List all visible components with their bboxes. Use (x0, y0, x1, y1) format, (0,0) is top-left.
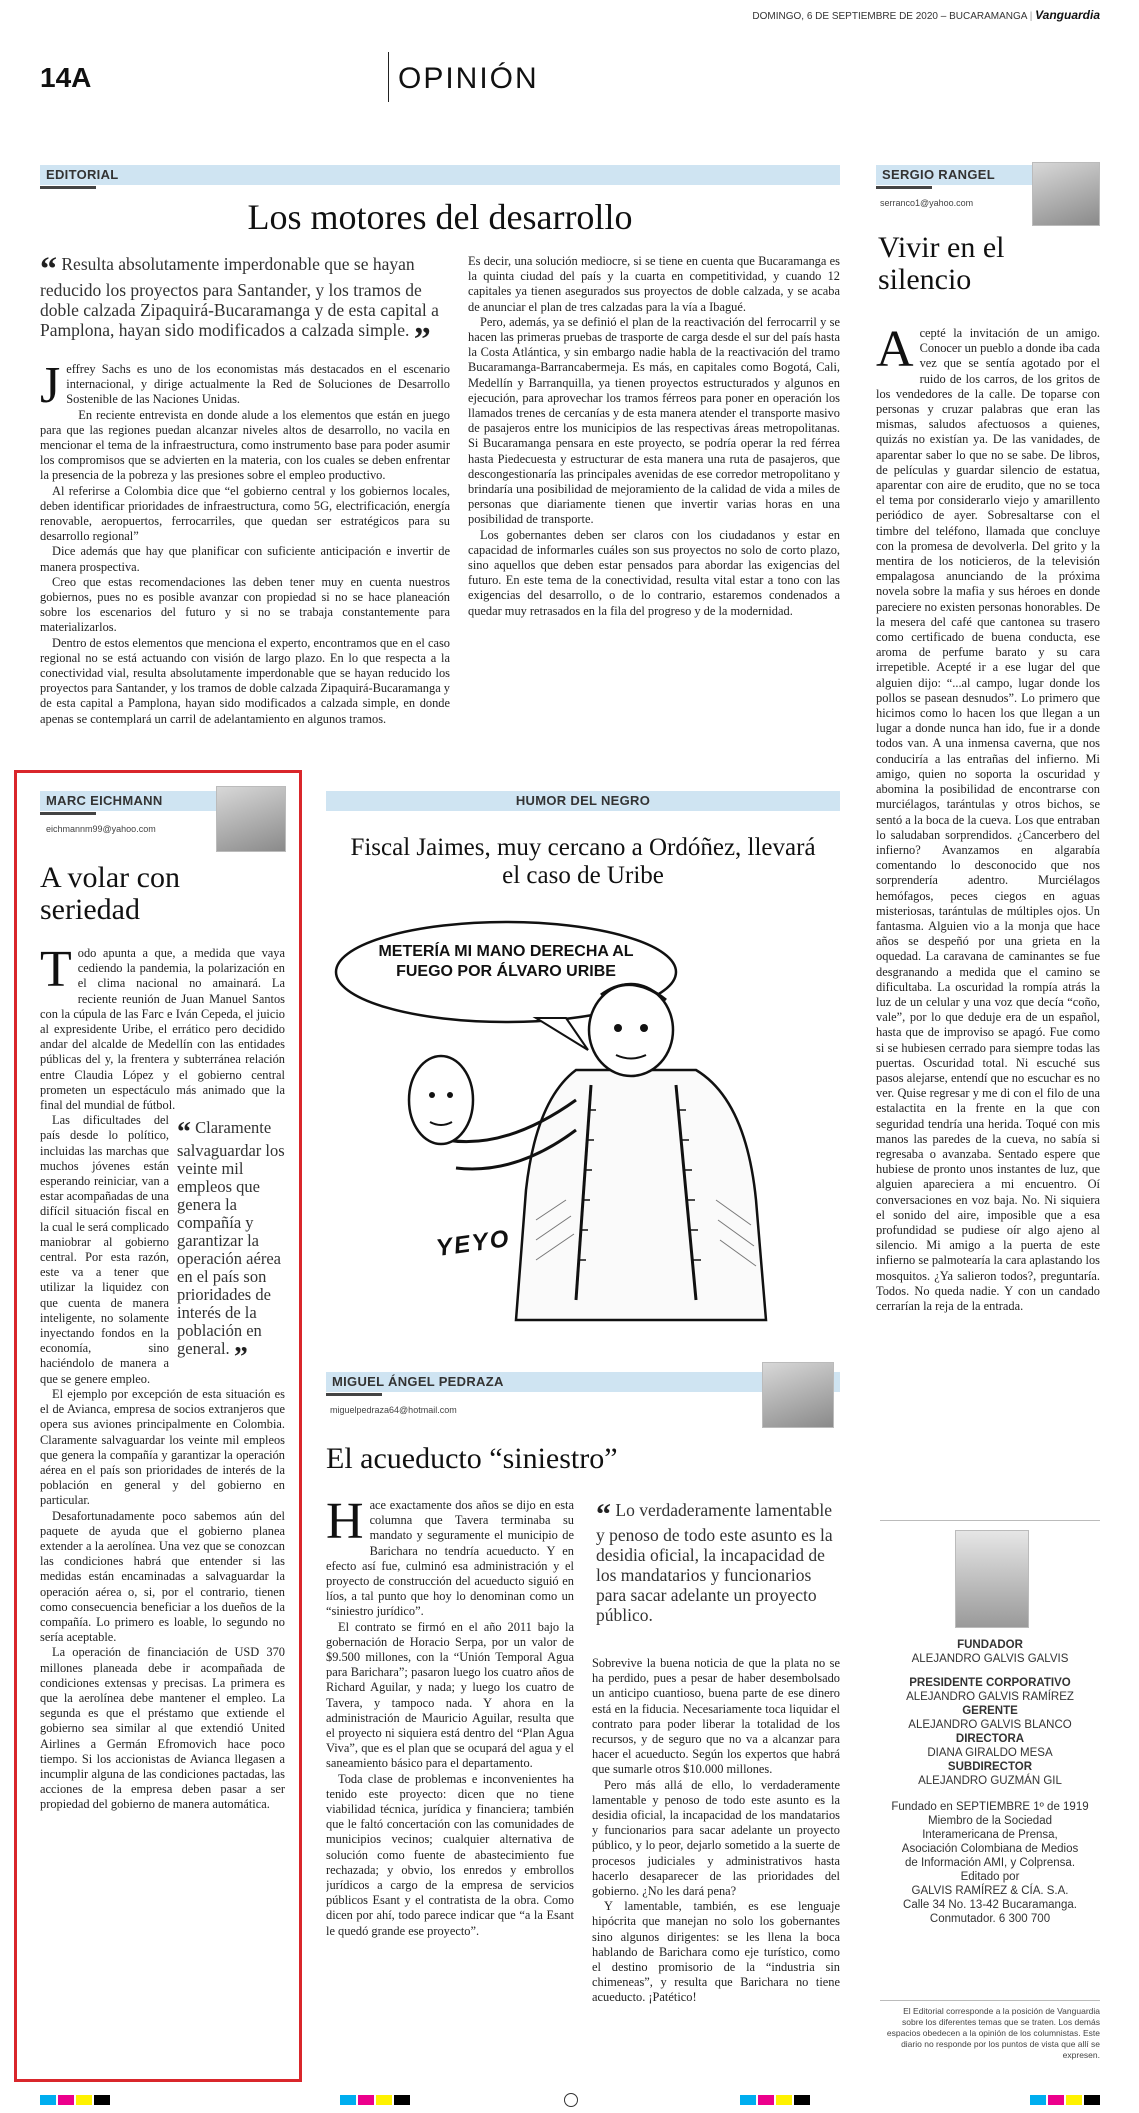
eichmann-pullquote (177, 1117, 285, 1374)
eichmann-photo (216, 786, 286, 852)
eichmann-paragraph: Las dificultades del país desde lo político, incluidas las marchas que muchos jóvenes están esperando reiniciar, van a estar acompañadas de una difícil situación fiscal en la cual le será complicado maniobrar al gobierno central. Por esta razón, este va a tener que utilizar la liquidez con que cuenta de manera inteligente, no solamente inyectando fondos en la economía, sino haciéndolo de manera a que se genere empleo. (40, 1113, 170, 1386)
humor-label: HUMOR DEL NEGRO (515, 793, 651, 808)
editorial-paragraph: Pero, además, ya se definió el plan de la reactivación del ferrocarril y se hacen las primeras pruebas de trasporte de carga desde el sur del país hasta la Costa Atlántica, y sin embargo nadie habla de la reactivación del tramo Bucaramanga-Barrancabermeja. Es más, en capitales como Bogotá, Cali, Medellín y Barranquilla, ya tienen proyectos estructurados y algunos en ejecución, para aprovechar los tramos férreos para poner en operación los llamados trenes de cercanías y de esta manera atender el transporte masivo de pasajeros entre los municipios de las respectivas áreas metropolitanas. Si Bucaramanga pensara en este proyecto, se podría operar la red férrea hasta Piedecuesta y estructurar de esta manera una ruta de pasajeros, que descongestionaría las principales avenidas de ese corredor metropolitano y brindaría una posibilidad de mejoramiento de la calidad de vida a miles de personas que diariamente tienen que invertir varias horas en una posibilidad de transporte. (468, 314, 840, 527)
cartoon (326, 900, 840, 1330)
editorial-paragraph: Al referirse a Colombia dice que “el gobierno central y los gobiernos locales, deben identificar prioridades de infraestructura, como 5G, electrificación, energía renovable, aeropuertos, ferrocarriles, que quedan ser estratégicos para su desarrollo regional” (40, 483, 450, 544)
masthead-info-line: de Información AMI, y Colprensa. (904, 1857, 1076, 1869)
reg-swatch (776, 2095, 792, 2105)
reg-swatch (1066, 2095, 1082, 2105)
rangel-email: serranco1@yahoo.com (880, 198, 974, 208)
humor-title: Fiscal Jaimes, muy cercano a Ordóñez, llevará el caso de Uribe (350, 834, 816, 889)
rangel-author-underline (876, 186, 932, 189)
pedraza-column-left (326, 1498, 574, 2064)
eichmann-pullquote-text: Claramente salvaguardar los veinte mil empleos que genera la compañía y garantizar la operación aérea en el país son prioridades de interés de la población en general. (177, 1118, 285, 1359)
rangel-paragraph: cepté la invitación de un amigo. Conocer un pueblo a donde iba cada vez que se sentía agotado por el ruido de los carros, de los gritos de los vendedores de la calle. De toparse con personas y cruzar palabras que eran las mismas, saludos afectuosos a quienes, quizás no existían ya. De las vanidades, de aparentar saber lo que no se sabe. De libros, de películas y guardar silencio de estatua, aparentar con aire de erudito, que no se toca el tema por considerarlo viejo y amarillento periódico de ayer. Sobresaltarse con el timbre del teléfono, llamada que concluye con la promesa de devolverla. Del grito y la mentira de los noticieros, de la televisión empalagosa anunciando de la próxima novela sobre la mafia y sus héroes en donde pareciere no existen personas honorables. De la mesera del café que cantonea su trasero como certificado de buena conducta, ese aroma de perfume barato y su cara irrepetible. Acepté ir a ese lugar del que alguien dijo: “...al campo, lugar donde los pollos se pasean desnudos”. Lo primero que hicimos como lo hacen los que llegan a un lugar a donde nunca han ido, fue ir a donde todos van. A una inmensa caverna, que nos conduciría a las entrañas del infierno. Mi amigo, quien no soporta la oscuridad y abomina la posibilidad de encontrarse con murciélagos, tarántulas y otros bichos, se sentó a la boca de la cueva. Los que entraban lo saludaban sorprendidos. ¿Cancerbero del infierno? Avanzamos en algarabía comentando lo desconocido que nos sorprendería adentro. Murciélagos hemófagos, peces ciegos en aguas misteriosas, tarántulas de múltiples ojos. Un fantasma. Alguien vio a la monja que hace años se despeñó por una grieta en la oquedad. La caravana de caminantes se fue desgranando a medida que el camino se dificultaba. La oscuridad la rompía atrás la luz de un celular y una voz que decía “coño, vale”, por lo que deduje era de un español, hasta que de improviso se apagó. Fue como si se hubiesen cerrado para siempre todas las puertas. Oscuridad total. Ni escuché sus pasos alejarse, entendí que no escuchar es no ver. Quise regresar y me di con el filo de una estalactita en la frente en la que con seguridad tendría una herida. Toqué con mis manos las paredes de la cueva, no sabía si regresaba o avanzaba. Sentado espere que hubiese de pronto unos instantes de luz, que alguien apareciera a mi encuentro. Oí conversaciones en voz baja. No. Ni siquiera el sonido del aire, imposible que a esa profundidad se pudiese oír algo ajeno al silencio. Mi amigo a la puerta de este infierno se palmotearía la cara aplastando los mosquitos. ¿Ya salieron todos?, preguntaría. Todos. No queda nadie. Y con un candado cerrarían la reja de la entrada. (876, 326, 1100, 1313)
manager-name: ALEJANDRO GALVIS BLANCO (908, 1719, 1072, 1731)
page-number: 14A (40, 62, 92, 93)
reg-swatch (794, 2095, 810, 2105)
manager-label: GERENTE (962, 1705, 1018, 1717)
masthead-info-line: Conmutador. 6 300 700 (929, 1913, 1051, 1925)
subdirector-name: ALEJANDRO GUZMÁN GIL (918, 1775, 1062, 1787)
pedraza-paragraph: Pero más allá de ello, lo verdaderamente lamentable y penoso de todo este asunto es la desidia oficial, la incapacidad de los mandatarios y funcionarios para sacar adelante un proyecto público, y lo peor, dejarlo sometido a la suerte de procesos judiciales y administrativos hasta hacerlo desaparecer de las prioridades del gobierno. ¿No les dará pena? (592, 1777, 840, 1899)
subdirector-label: SUBDIRECTOR (947, 1761, 1033, 1773)
pedraza-email: miguelpedraza64@hotmail.com (330, 1405, 457, 1415)
masthead (880, 1638, 1100, 1926)
eichmann-paragraph: odo apunta a que, a medida que vaya cediendo la pandemia, la polarización en el clima nacional no amainará. La reciente reunión de Juan Manuel Santos con la cúpula de las Farc e Iván Cepeda, el juicio al expresidente Uribe, el errático pero decidido andar del alcalde de Medellín con las entidades públicas del y, la frentera y subterránea relación entre Claudia López y el gobierno central prometen un espectáculo más animado que la final del mundial de fútbol. (40, 946, 285, 1113)
rangel-author: SERGIO RANGEL (882, 167, 995, 182)
cartoon-signature: YEYO (434, 1224, 513, 1263)
dateline: DOMINGO, 6 DE SEPTIEMBRE DE 2020 – BUCARAMANGA | Vanguardia (752, 8, 1100, 22)
editorial-paragraph: Dice además que hay que planificar con suficiente anticipación e invertir de manera prospectiva. (40, 544, 450, 574)
reg-swatch (1084, 2095, 1100, 2105)
eichmann-email: eichmannm99@yahoo.com (46, 824, 156, 834)
founder-name: ALEJANDRO GALVIS GALVIS (911, 1653, 1069, 1665)
editorial-pullquote (40, 251, 450, 358)
reg-swatch (76, 2095, 92, 2105)
masthead-info-line: GALVIS RAMÍREZ & CÍA. S.A. (911, 1885, 1069, 1897)
eichmann-author: MARC EICHMANN (46, 793, 163, 808)
pedraza-title: El acueducto “siniestro” (326, 1442, 618, 1475)
editorial-paragraph: Es decir, una solución mediocre, si se tiene en cuenta que Bucaramanga es la quinta ciudad del país y la cuarta en competitividad, y cuando 12 capitales ya tienen asegurados sus proyectos de doble calzada, y se acaba de anunciar el plan de tres calzadas para la vía a Ibagué. (468, 254, 840, 314)
rangel-photo (1032, 162, 1100, 226)
masthead-info-line: Editado por (960, 1871, 1020, 1883)
eichmann-author-underline (40, 812, 96, 815)
pedraza-author: MIGUEL ÁNGEL PEDRAZA (332, 1374, 504, 1389)
editorial-column-right (468, 254, 840, 619)
reg-swatch (758, 2095, 774, 2105)
editorial-bar (40, 165, 840, 185)
eichmann-paragraph: La operación de financiación de USD 370 millones planeada debe ir acompañada de condiciones extensas y precisas. La primera es que la aerolínea debe mantener el empleo. La segunda es que el préstamo que extiende el gobierno sea similar al que extendió United Airlines a Germán Efromovich hace poco tiempo. Si los accionistas de Avianca llegasen a incumplir alguna de las condiciones pactadas, las acciones de la empresa deben pasar a ser propiedad del gobierno de manera automática. (40, 1645, 285, 1812)
reg-swatch (376, 2095, 392, 2105)
open-quote-icon: “ (40, 251, 57, 288)
editorial-dropcap: J (40, 357, 61, 414)
masthead-note: El Editorial corresponde a la posición de Vanguardia sobre los diferentes temas que se traten. Los demás espacios obedecen a la opinión de los columnistas. Este diario no responde por los puntos de vista que allí se expresen. (886, 2006, 1100, 2060)
pedraza-dropcap: H (326, 1498, 364, 1550)
editorial-paragraph: Dentro de estos elementos que menciona el experto, encontramos que en el caso regional no se está actuando con visión de largo plazo. En lo que respecta a la conectividad vial, resulta absolutamente imperdonable que se hayan reducido los proyectos para Santander, y los tramos de doble calzada Zipaquirá-Bucaramanga y de esta capital a Pamplona, hayan sido modificados a calzada simple, en donde apenas se contemplará un carril de adelantamiento en algunos tramos. (40, 635, 450, 726)
brand-logo: Vanguardia (1035, 8, 1100, 22)
pedraza-paragraph: Sobrevive la buena noticia de que la plata no se ha perdido, pues a pesar de haber desembolsado un anticipo cuantioso, buena parte de ese dinero está en la fiducia. Necesariamente toca liquidar el contrato para poder liberar la totalidad de los recursos, y de seguro que no va a alcanzar para hacer el acueducto. Según los expertos que habrá que sumarle otros $10.000 millones. (592, 1656, 840, 1777)
eichmann-paragraph: El ejemplo por excepción de esta situación es el de Avianca, empresa de socios extranjeros que opera sus aviones principalmente en Colombia. Claramente salvaguardar los veinte mil empleos que genera la compañía y garantizar la operación aérea en el país son prioridades de interés de la población en general y del gobierno en particular. (40, 1386, 285, 1508)
rangel-title: Vivir en el silencio (878, 231, 1005, 296)
registration-mark-icon (564, 2093, 578, 2107)
director-name: DIANA GIRALDO MESA (927, 1747, 1053, 1759)
dateline-text: DOMINGO, 6 DE SEPTIEMBRE DE 2020 – BUCARAMANGA (752, 11, 1027, 22)
rangel-body (876, 326, 1100, 1314)
president-label: PRESIDENTE CORPORATIVO (909, 1677, 1071, 1689)
masthead-info-line: Miembro de la Sociedad (927, 1815, 1052, 1827)
editorial-paragraph: Creo que estas recomendaciones las deben tener muy en cuenta nuestros gobiernos, pues no es posible avanzar con propiedad si no se hace planeación sobre los escenarios del futuro y si no se trabaja constantemente para materializarlos. (40, 574, 450, 635)
editorial-paragraph: effrey Sachs es uno de los economistas más destacados en el escenario internacional, y dirige actualmente la Red de Soluciones de Desarrollo Sostenible de las Naciones Unidas. (66, 362, 450, 407)
founder-portrait (955, 1530, 1029, 1628)
color-registration-bar (40, 2095, 1100, 2105)
editorial-body-left (40, 357, 450, 727)
masthead-info-line: Calle 34 No. 13-42 Bucaramanga. (903, 1899, 1077, 1911)
cartoon-bubble-text: METERÍA MI MANO DERECHA AL FUEGO POR ÁLVARO URIBE (378, 943, 634, 980)
editorial-paragraph: En reciente entrevista en donde alude a los elementos que están en juego para que las regiones puedan alcanzar niveles altos de desarrollo, no vacila en mencionar el tema de la infraestructura, como instrumento base para poder asumir los compromisos que se advierten en la materia, con los cuales se deben enfrentar la presencia de la pobreza y las presiones sobre el empleo productivo. (40, 407, 450, 483)
founder-label: FUNDADOR (957, 1639, 1023, 1651)
pedraza-pullquote (596, 1500, 840, 1625)
reg-swatch (358, 2095, 374, 2105)
pedraza-paragraph: Y lamentable, también, es ese lenguaje hipócrita que manejan no solo los gobernantes sino algunos dirigentes: se les llena la boca hablando de Barichara como eje turístico, como el destino promisorio de la “industria sin chimeneas”, y resulta que Barichara no tiene acueducto. ¡Patético! (592, 1899, 840, 2005)
pedraza-column-right (592, 1656, 840, 2064)
masthead-info-line: Asociación Colombiana de Medios (901, 1843, 1079, 1855)
reg-swatch (394, 2095, 410, 2105)
reg-swatch (740, 2095, 756, 2105)
reg-swatch (340, 2095, 356, 2105)
editorial-title: Los motores del desarrollo (247, 197, 633, 237)
director-label: DIRECTORA (955, 1733, 1025, 1745)
reg-swatch (94, 2095, 110, 2105)
reg-swatch (1048, 2095, 1064, 2105)
section-title: OPINIÓN (398, 62, 539, 95)
masthead-info-line: Fundado en SEPTIEMBRE 1º de 1919 (891, 1801, 1089, 1813)
editorial-column-left (40, 251, 450, 727)
pedraza-paragraph: El contrato se firmó en el año 2011 bajo la gobernación de Horacio Serpa, por un valor de $9.500 millones, con la “Unión Temporal Agua para Barichara”; pasaron luego los cuatro años de Richard Aguilar, y nada; y luego los cuatro de Tavera, y tampoco nada. Y ahora en la administración de Mauricio Aguilar, resulta que el proyecto ni siquiera está dentro del “Plan Agua Viva”, que es el plan que se ocupará del agua y el saneamiento básico para el departamento. (326, 1619, 574, 1771)
pedraza-paragraph: Toda clase de problemas e inconvenientes ha tenido este proyecto: dicen que no tiene viabilidad técnica, jurídica y financiera; también que le faltó concertación con las comunidades de municipios vecinos; cualquier alternativa de solución como fuente de abastecimiento fue rechazada; y obvio, los enredos y embrollos jurídicos a cargo de la empresa de servicios públicos Esant y el contratista de la obra. Como dicen por ahí, todo parece indicar que “a la Esant le quedó grande ese proyecto”. (326, 1771, 574, 1938)
eichmann-paragraph: Desafortunadamente poco sabemos aún del paquete de ayuda que el gobierno planea extender a la aerolínea. Una vez que se conozcan las condiciones habrá que entender si las medidas están encaminadas a salvaguardar la operación aérea o, si, por el contrario, tienen como consecuencia beneficiar a los dueños de la compañía. Lo primero es loable, lo segundo no sería aceptable. (40, 1508, 285, 1645)
editorial-label-underline (40, 186, 96, 189)
rangel-dropcap: A (876, 326, 914, 378)
eichmann-dropcap: T (40, 946, 72, 998)
pedraza-author-underline (326, 1393, 382, 1396)
editorial-pullquote-text: Resulta absolutamente imperdonable que se hayan reducido los proyectos para Santander, y los tramos de doble calzada Zipaquirá-Bucaramanga y de esta capital a Pamplona, hayan sido modificados a calzada simple. (40, 254, 439, 340)
header-divider (388, 52, 389, 102)
editorial-label: EDITORIAL (46, 167, 119, 182)
masthead-bottom-rule (880, 2000, 1100, 2001)
reg-swatch (58, 2095, 74, 2105)
reg-swatch (1030, 2095, 1046, 2105)
close-quote-icon: ” (233, 1342, 248, 1374)
eichmann-body (40, 946, 285, 2074)
masthead-top-rule (880, 1520, 1100, 1521)
pedraza-paragraph: ace exactamente dos años se dijo en esta columna que Tavera terminaba su mandato y seguramente el municipio de Barichara no tendría acueducto. Y en efecto así fue, culminó esa administración y el proyecto de construcción del acueducto siguió en líos, a tal punto que hoy lo denominan como un “siniestro jurídico”. (326, 1498, 574, 1619)
editorial-paragraph: Los gobernantes deben ser claros con los ciudadanos y estar en capacidad de informarles cuáles son sus proyectos no solo de corto plazo, sino aquellos que deben estar pensados para abordar las exigencias del futuro. En este tema de la conectividad, resulta vital estar a tono con las exigencias del desarrollo, o de lo contrario, estaremos condenados a quedar muy retrasados en la fila del progreso y de la modernidad. (468, 527, 840, 618)
eichmann-title: A volar con seriedad (40, 861, 180, 926)
close-quote-icon: ” (413, 321, 431, 358)
masthead-info-line: Interamericana de Prensa, (922, 1829, 1058, 1841)
pedraza-photo (762, 1362, 834, 1428)
pedraza-pullquote-text: Lo verdaderamente lamentable y penoso de todo este asunto es la desidia oficial, la incapacidad de los mandatarios y funcionarios para sacar adelante un proyecto público. (596, 1500, 833, 1625)
open-quote-icon: “ (596, 1498, 611, 1531)
open-quote-icon: “ (177, 1117, 191, 1149)
president-name: ALEJANDRO GALVIS RAMÍREZ (906, 1691, 1074, 1703)
reg-swatch (40, 2095, 56, 2105)
